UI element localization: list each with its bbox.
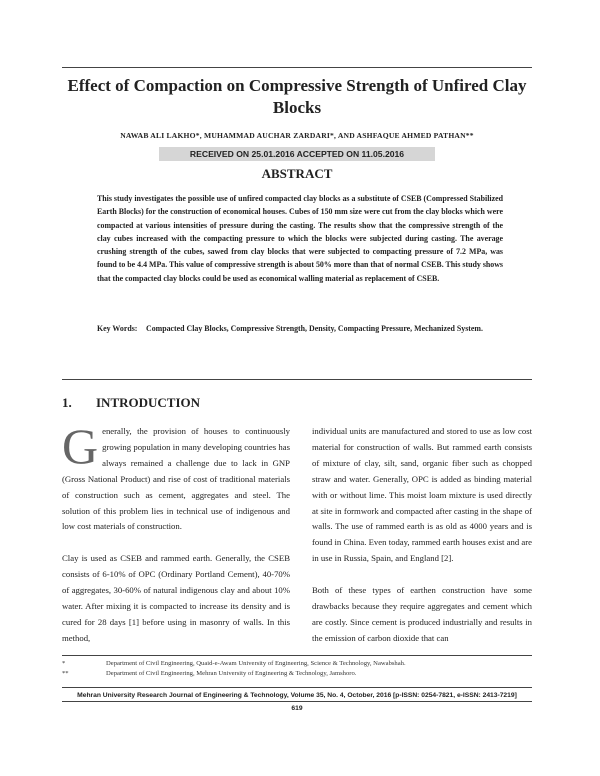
drop-cap: G [62,418,99,474]
abstract-heading: ABSTRACT [261,166,333,181]
section-number: 1. [62,395,72,410]
intro-paragraph-2: Clay is used as CSEB and rammed earth. Generally, the CSEB consists of 6-10% of OPC (Ordinary Portland Cement), 40-70% of aggregates, 30-60% of natural indigenous clay and about 10% water. After mixing it is compacted to increase its density and is cured for 28 days [1] before using in masonry of walls. In this method, [62,553,290,643]
keywords-label: Key Words: [97,324,138,333]
footnote [62,669,532,679]
right-column [312,424,532,647]
footnote-text: Department of Civil Engineering, Quaid-e-Awam University of Engineering, Science & Technology, Nawabshah. [106,660,406,667]
section-title: INTRODUCTION [96,395,201,410]
footnote-mark: * [62,660,66,667]
intro-paragraph-3: individual units are manufactured and stored to use as low cost material for construction of walls. But rammed earth consists of mixture of clay, silt, sand, organic fiber such as chopped straw and water. Generally, OPC is added as binding material with or without lime. This moist loam mixture is used directly at site in formwork and compacted after casting in the shape of walls. The use of rammed earth is as old as 4000 years and is found in China. Even today, rammed earth houses exist and are in use in Russia, Spain, and England [2]. [312,426,532,564]
intro-paragraph-1 [62,418,290,535]
top-rule [62,67,532,68]
intro-paragraph-1-text: enerally, the provision of houses to continuously growing population in many developing countries has always remained a challenge due to lack in GNP (Gross National Product) and rise of cost of traditional materials of construction such as cement, aggregates and steel. The solution of this problem lies in technical use of indigenous and low cost materials of construction. [62,426,290,532]
footnotes [62,659,532,679]
footnote-text: Department of Civil Engineering, Mehran University of Engineering & Technology, Jamshoro. [106,670,357,677]
intro-paragraph-4: Both of these types of earthen construction have some drawbacks because they require aggregates and cement which are costly. Since cement is produced industrially and results in the emission of carbon dioxide that can [312,585,532,643]
abstract-bottom-rule [62,379,532,380]
journal-bottom-rule [62,701,532,702]
page-number: 619 [291,705,303,712]
left-column [62,418,290,647]
footnote-rule [62,655,532,656]
abstract-body: This study investigates the possible use of unfired compacted clay blocks as a substitute of CSEB (Compressed Stabilized Earth Blocks) for the construction of economical houses. Cubes of 150 mm size were cut from the clay blocks which were compacted at various intensities of pressure during the casting. The results show that the compressive strength of the clay cubes increased with the compacting pressure to which the blocks were subjected during casting. The average crushing strength of the cubes, sawed from clay blocks that were subjected to compacting pressure of 7.2 MPa, was found to be 4.4 MPa. This value of compressive strength is about 50% more than that of normal CSEB. This study shows that the compacted clay blocks could be used as economical walling material as replacement of CSEB. [97,194,503,283]
paper-title: Effect of Compaction on Compressive Strength of Unfired Clay Blocks [67,76,527,117]
keywords-block [97,322,503,335]
author-list: NAWAB ALI LAKHO*, MUHAMMAD AUCHAR ZARDARI*, AND ASHFAQUE AHMED PATHAN** [120,131,474,140]
journal-top-rule [62,687,532,688]
received-accepted-banner: RECEIVED ON 25.01.2016 ACCEPTED ON 11.05.2016 [159,147,435,161]
footnote-mark: ** [62,670,69,677]
journal-citation: Mehran University Research Journal of Engineering & Technology, Volume 35, No. 4, October, 2016 [p-ISSN: 0254-7821, e-ISSN: 2413-7219] [77,692,517,699]
section-heading-introduction [62,395,302,411]
keywords-text: Compacted Clay Blocks, Compressive Strength, Density, Compacting Pressure, Mechanized System. [146,324,483,333]
footnote [62,659,532,669]
